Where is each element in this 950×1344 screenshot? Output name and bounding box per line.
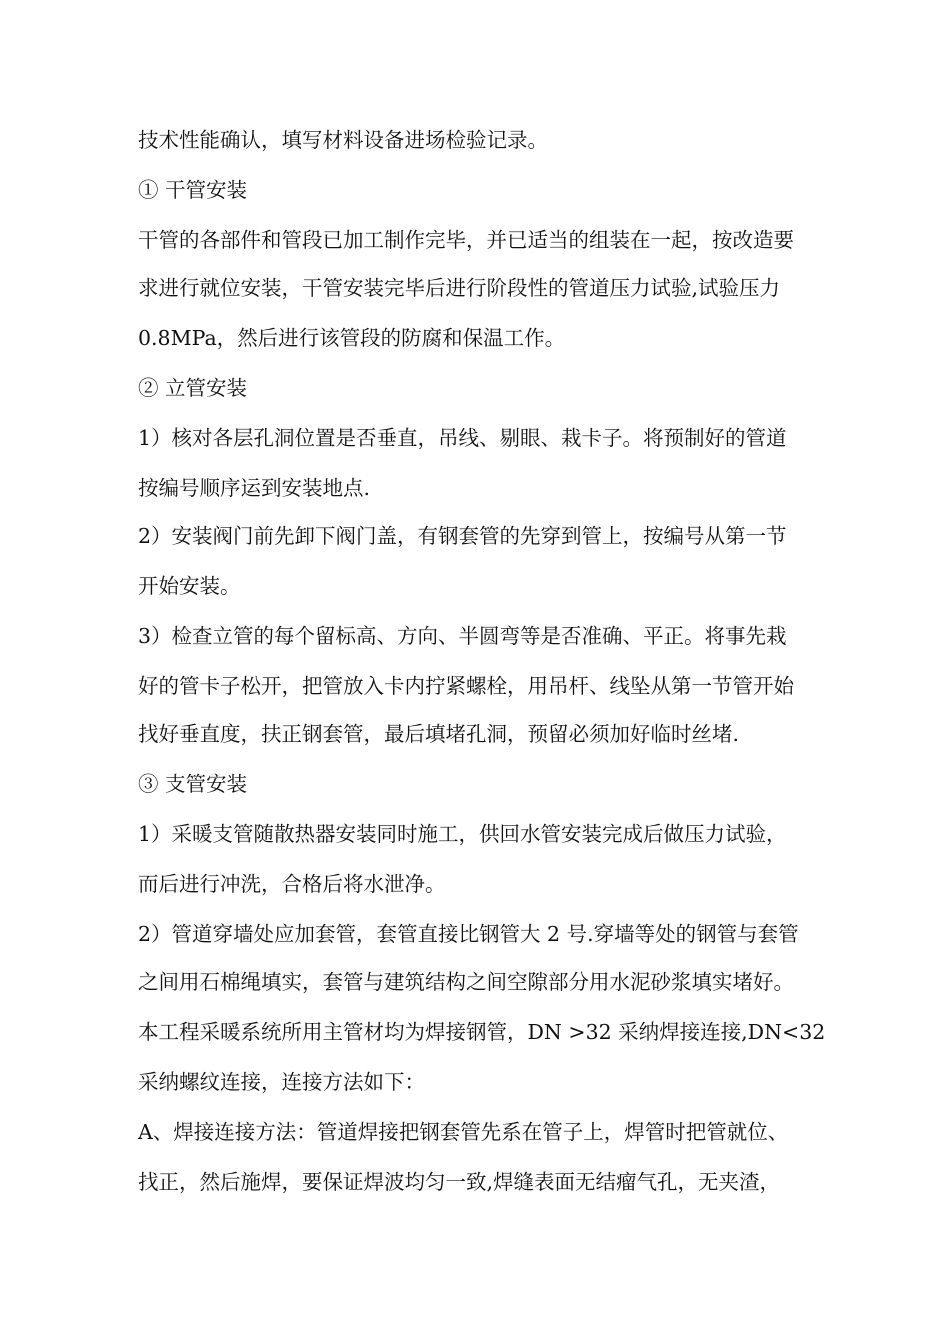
text-line: 之间用石棉绳填实，套管与建筑结构之间空隙部分用水泥砂浆填实堵好。 — [138, 970, 794, 994]
text-line: 技术性能确认，填写材料设备进场检验记录。 — [138, 128, 548, 152]
text-line: 1）核对各层孔洞位置是否垂直，吊线、剔眼、栽卡子。将预制好的管道 — [138, 426, 787, 450]
text-line: 干管的各部件和管段已加工制作完毕，并已适当的组装在一起，按改造要 — [138, 228, 794, 252]
text-line: 3）检查立管的每个留标高、方向、半圆弯等是否准确、平正。将事先栽 — [138, 624, 787, 648]
text-line: 找正，然后施焊，要保证焊波均匀一致,焊缝表面无结瘤气孔，无夹渣， — [138, 1170, 781, 1194]
section-heading-branch: ③ 支管安装 — [138, 772, 248, 796]
text-line: 求进行就位安装，干管安装完毕后进行阶段性的管道压力试验,试验压力 — [138, 276, 781, 300]
text-line: 本工程采暖系统所用主管材均为焊接钢管，DN >32 采纳焊接连接,DN<32 — [138, 1020, 826, 1044]
section-heading-riser: ② 立管安装 — [138, 376, 248, 400]
text-line: 找好垂直度，扶正钢套管，最后填堵孔洞，预留必须加好临时丝堵. — [138, 722, 740, 746]
text-line: 好的管卡子松开，把管放入卡内拧紧螺栓，用吊杆、线坠从第一节管开始 — [138, 674, 794, 698]
text-line: 0.8MPa，然后进行该管段的防腐和保温工作。 — [138, 326, 566, 350]
text-line: 开始安装。 — [138, 574, 241, 598]
text-line: A、焊接连接方法：管道焊接把钢套管先系在管子上，焊管时把管就位、 — [138, 1120, 789, 1144]
text-line: 1）采暖支管随散热器安装同时施工，供回水管安装完成后做压力试验， — [138, 822, 787, 846]
section-heading-main-pipe: ① 干管安装 — [138, 178, 248, 202]
text-line: 采纳螺纹连接，连接方法如下： — [138, 1070, 425, 1094]
text-line: 而后进行冲洗，合格后将水泄净。 — [138, 872, 446, 896]
text-line: 2）安装阀门前先卸下阀门盖，有钢套管的先穿到管上，按编号从第一节 — [138, 524, 787, 548]
text-line: 2）管道穿墙处应加套管，套管直接比钢管大 2 号.穿墙等处的钢管与套管 — [138, 922, 799, 946]
text-line: 按编号顺序运到安装地点. — [138, 476, 371, 500]
